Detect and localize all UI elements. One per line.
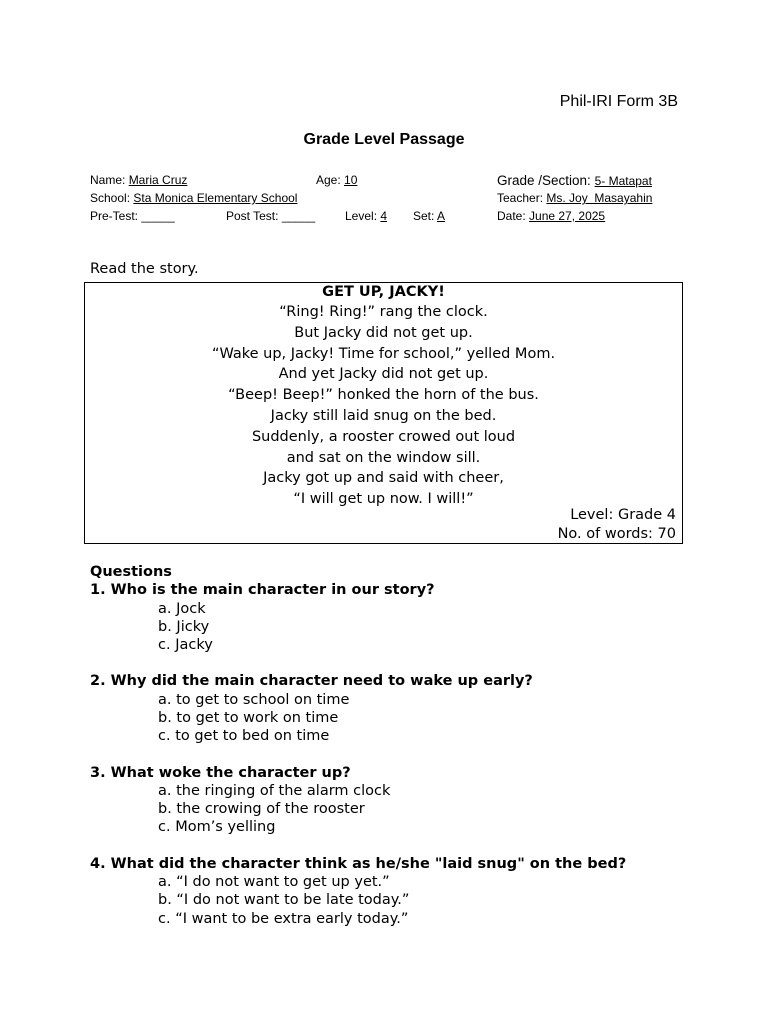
teacher-field <box>497 191 652 205</box>
answer-option: b. Jicky <box>158 618 210 635</box>
name-field <box>90 173 187 187</box>
instruction-text: Read the story. <box>90 261 199 277</box>
story-text <box>85 302 682 510</box>
question-1 <box>90 581 626 654</box>
answer-option: a. to get to school on time <box>158 691 350 708</box>
story-line: Jacky still laid snug on the bed. <box>270 407 497 424</box>
question-4 <box>90 855 626 928</box>
name-label: Name: <box>90 173 126 187</box>
page-title: Grade Level Passage <box>303 131 465 148</box>
story-line: “I will get up now. I will!” <box>293 491 474 508</box>
story-word-count: No. of words: 70 <box>557 525 676 542</box>
school-label: School: <box>90 191 131 205</box>
teacher-label: Teacher: <box>497 191 544 205</box>
posttest-value: _____ <box>281 209 316 223</box>
answer-option: c. Jacky <box>158 636 213 653</box>
level-field <box>345 209 387 223</box>
age-value: 10 <box>344 173 358 187</box>
set-value: A <box>437 209 446 223</box>
questions-heading: Questions <box>90 564 172 580</box>
question-3 <box>90 764 626 837</box>
answer-option: a. the ringing of the alarm clock <box>158 783 391 799</box>
question-text: 3. What woke the character up? <box>90 764 351 781</box>
answer-option: c. to get to bed on time <box>158 728 330 745</box>
question-text: 1. Who is the main character in our story? <box>90 582 435 598</box>
answer-option: b. the crowing of the rooster <box>158 801 365 818</box>
age-label: Age: <box>316 173 341 187</box>
grade-field <box>497 173 652 188</box>
age-field <box>316 173 357 187</box>
story-meta <box>558 506 676 543</box>
name-value: Maria Cruz <box>128 173 188 187</box>
set-label: Set: <box>413 209 435 223</box>
story-level: Level: Grade 4 <box>570 507 676 523</box>
answer-option: c. “I want to be extra early today.” <box>158 910 409 927</box>
date-value: June 27, 2025 <box>529 209 606 223</box>
story-line: and sat on the window sill. <box>286 449 481 466</box>
story-title: GET UP, JACKY! <box>322 284 445 300</box>
set-field <box>413 209 445 223</box>
answer-option: a. “I do not want to get up yet.” <box>158 874 390 891</box>
story-line: “Beep! Beep!” honked the horn of the bus. <box>228 387 539 404</box>
posttest-label: Post Test: <box>226 209 279 223</box>
story-line: And yet Jacky did not get up. <box>278 366 489 383</box>
story-line: “Ring! Ring!” rang the clock. <box>279 304 488 320</box>
story-line: Suddenly, a rooster crowed out loud <box>251 428 516 445</box>
grade-label: Grade /Section: <box>497 173 591 188</box>
questions-section <box>90 563 626 928</box>
story-line: “Wake up, Jacky! Time for school,” yelled Mom. <box>211 345 556 362</box>
story-line: But Jacky did not get up. <box>294 324 473 341</box>
grade-value: 5- Matapat <box>594 174 652 188</box>
form-id: Phil-IRI Form 3B <box>559 93 678 110</box>
posttest-field <box>226 209 315 223</box>
question-text: 2. Why did the main character need to wake up early? <box>90 673 533 690</box>
date-label: Date: <box>497 209 526 223</box>
pretest-field <box>90 209 175 223</box>
question-2 <box>90 672 626 745</box>
teacher-value: Ms. Joy Masayahin <box>546 191 653 205</box>
pretest-label: Pre-Test: <box>90 209 139 223</box>
school-value: Sta Monica Elementary School <box>133 191 298 205</box>
level-label: Level: <box>345 209 378 223</box>
level-value: 4 <box>380 209 388 223</box>
date-field <box>497 209 605 223</box>
answer-option: c. Mom’s yelling <box>158 819 276 836</box>
story-line: Jacky got up and said with cheer, <box>263 470 504 487</box>
school-field <box>90 191 297 205</box>
story-box <box>84 282 683 544</box>
question-text: 4. What did the character think as he/she "laid snug" on the bed? <box>90 855 627 872</box>
answer-option: b. to get to work on time <box>158 709 339 726</box>
pretest-value: _____ <box>141 209 175 223</box>
answer-option: b. “I do not want to be late today.” <box>158 892 410 909</box>
answer-option: a. Jock <box>158 600 206 617</box>
